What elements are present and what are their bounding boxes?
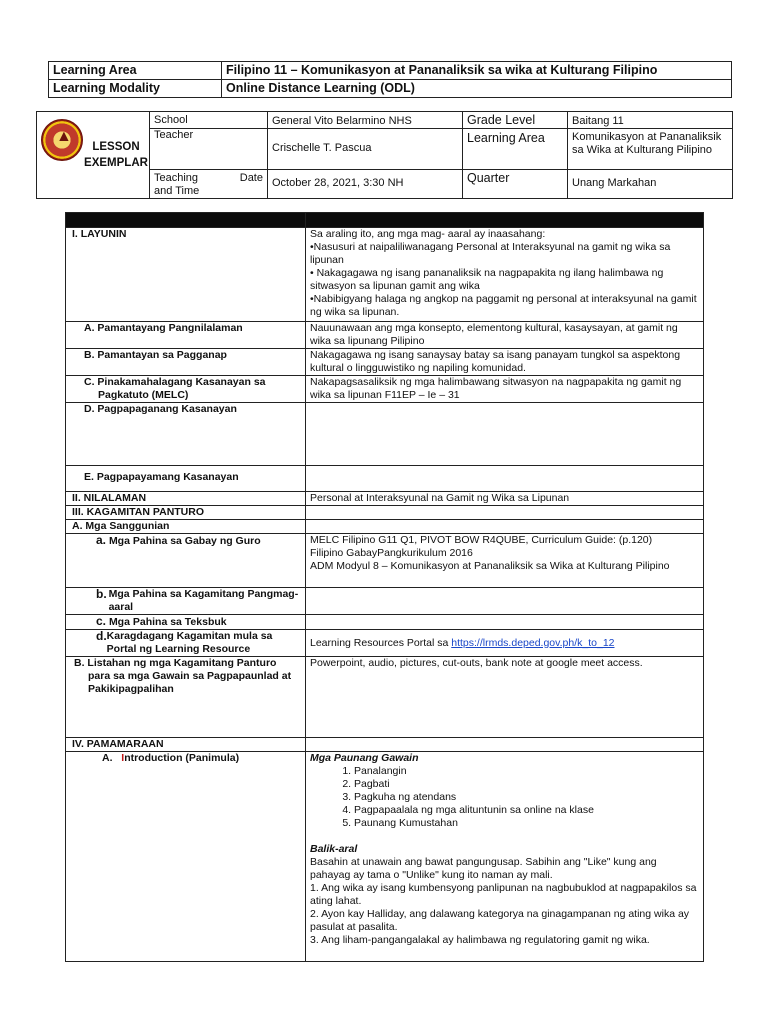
balik-aral-item: 3. Ang liham-pangangalakal ay halimbawa ng regulatoring gamit ng wika. xyxy=(310,934,650,946)
grade-level-value: Baitang 11 xyxy=(568,112,733,129)
pamantayang-pangnilalaman-label: A. Pamantayang Pangnilalaman xyxy=(66,322,306,349)
balik-aral-title: Balik-aral xyxy=(310,843,358,855)
balik-aral-item: 2. Ayon kay Halliday, ang dalawang kategorya na ginagampanan ng ating wika ay pasulat at pasalita. xyxy=(310,908,690,933)
area-value: Komunikasyon at Pananaliksik sa Wika at Kulturang Pilipino xyxy=(568,129,733,169)
melc-label: C. Pinakamahalagang Kasanayan sa Pagkatuto (MELC) xyxy=(66,376,306,403)
pagpapayamang-kasanayan-value xyxy=(306,466,704,492)
list-item: 1. Panalangin xyxy=(354,765,699,778)
gabay-guro-label: a. Mga Pahina sa Gabay ng Guro xyxy=(66,534,306,588)
introduction-label: A. Introduction (Panimula) xyxy=(66,752,306,962)
learning-area-label: Learning Area xyxy=(49,62,222,80)
pagpapayamang-kasanayan-label: E. Pagpapayamang Kasanayan xyxy=(66,466,306,492)
quarter-label: Quarter xyxy=(463,169,568,198)
pamamaraan-label: IV. PAMAMARAAN xyxy=(66,738,306,752)
table-row xyxy=(66,630,704,657)
nilalaman-value: Personal at Interaksyunal na Gamit ng Wika sa Lipunan xyxy=(306,492,704,506)
table-header-row xyxy=(66,213,704,228)
table-row xyxy=(66,322,704,349)
teaching-time-label: Teaching Date and Time xyxy=(150,169,268,198)
pagpapaganang-kasanayan-value xyxy=(306,403,704,466)
teacher-value: Crischelle T. Pascua xyxy=(268,129,463,169)
table-row xyxy=(66,657,704,738)
table-row xyxy=(66,506,704,520)
table-row xyxy=(66,615,704,630)
paunang-gawain-title: Mga Paunang Gawain xyxy=(310,752,419,764)
table-row xyxy=(66,376,704,403)
learning-info-table xyxy=(48,61,732,98)
list-item: 3. Pagkuha ng atendans xyxy=(354,791,699,804)
pamantayang-pangnilalaman-value: Nauunawaan ang mga konsepto, elementong kultural, kasaysayan, at gamit ng wika sa lipunang Pilipino xyxy=(306,322,704,349)
area-label: Learning Area xyxy=(463,129,568,169)
logo-cell xyxy=(37,112,150,199)
book-icon: ▲ xyxy=(56,128,72,145)
quarter-value: Unang Markahan xyxy=(568,169,733,198)
portal-label: d. Karagdagang Kagamitan mula sa Portal ng Learning Resource xyxy=(66,630,306,657)
table-row xyxy=(66,520,704,534)
balik-aral-intro: Basahin at unawain ang bawat pangungusap. Sabihin ang "Like" kung ang pahayag ay tama o "Unlike" kung ito naman ay mali. xyxy=(310,856,657,881)
layunin-label: I. LAYUNIN xyxy=(66,228,306,322)
nilalaman-label: II. NILALAMAN xyxy=(66,492,306,506)
gabay-guro-value: MELC Filipino G11 Q1, PIVOT BOW R4QUBE, Curriculum Guide: (p.120) Filipino GabayPangkurikulum 2016 ADM Modyul 8 – Komunikasyon at Pananaliksik sa Wika at Kulturang Pilipino xyxy=(306,534,704,588)
table-row xyxy=(66,228,704,322)
list-item: 4. Pagpapaalala ng mga alituntunin sa online na klase xyxy=(354,804,699,817)
layunin-content: Sa araling ito, ang mga mag- aaral ay inaasahang: •Nasusuri at naipaliliwanagang Personal at Interaksyunal na gamit ng wika sa lipunan • Nakagagawa ng isang pananaliksik na nagpapakita ng ilang halimbawa ng sitwasyon sa lipunan gamit ang wika •Nabibigyang halaga ng angkop na paggamit ng personal at interaksyunal na gamit ng wika sa lipunan. xyxy=(306,228,704,322)
table-row xyxy=(66,752,704,962)
teacher-label: Teacher xyxy=(150,129,268,169)
table-row xyxy=(66,492,704,506)
lesson-exemplar-title: LESSON EXEMPLAR xyxy=(84,141,148,169)
learning-area-value: Filipino 11 – Komunikasyon at Pananaliksik sa wika at Kulturang Filipino xyxy=(222,62,732,80)
school-seal-logo xyxy=(41,119,83,161)
listahan-label: B. Listahan ng mga Kagamitang Panturo para sa mga Gawain sa Pagpapaunlad at Pakikipagpalihan xyxy=(66,657,306,738)
teaching-time-value: October 28, 2021, 3:30 NH xyxy=(268,169,463,198)
pagpapaganang-kasanayan-label: D. Pagpapaganang Kasanayan xyxy=(66,403,306,466)
table-row xyxy=(66,534,704,588)
sanggunian-label: A. Mga Sanggunian xyxy=(66,520,306,534)
balik-aral-item: 1. Ang wika ay isang kumbensyong panlipunan na nagbubuklod at nagpapakilos sa ating lahat. xyxy=(310,882,697,907)
portal-value: Learning Resources Portal sa https://lrmds.deped.gov.ph/k_to_12 xyxy=(306,630,704,657)
lesson-exemplar-header xyxy=(36,111,733,199)
pamantayan-pagganap-label: B. Pamantayan sa Pagganap xyxy=(66,349,306,376)
list-item: 2. Pagbati xyxy=(354,778,699,791)
teksbuk-label: c. Mga Pahina sa Teksbuk xyxy=(66,615,306,630)
introduction-content xyxy=(306,752,704,962)
melc-value: Nakapagsasaliksik ng mga halimbawang sitwasyon na nagpapakita ng gamit ng wika sa lipunan F11EP – Ie – 31 xyxy=(306,376,704,403)
kagamitang-pangmag-aaral-label: b. Mga Pahina sa Kagamitang Pangmag-aaral xyxy=(66,588,306,615)
school-value: General Vito Belarmino NHS xyxy=(268,112,463,129)
lrmds-link[interactable]: https://lrmds.deped.gov.ph/k_to_12 xyxy=(451,636,615,649)
paunang-gawain-list xyxy=(310,765,699,830)
table-row xyxy=(66,466,704,492)
kagamitan-panturo-label: III. KAGAMITAN PANTURO xyxy=(66,506,306,520)
learning-modality-value: Online Distance Learning (ODL) xyxy=(222,80,732,98)
table-row xyxy=(66,349,704,376)
grade-level-label: Grade Level xyxy=(463,112,568,129)
pamantayan-pagganap-value: Nakagagawa ng isang sanaysay batay sa isang panayam tungkol sa aspektong kultural o lingguwistiko ng napiling komunidad. xyxy=(306,349,704,376)
list-item: 5. Paunang Kumustahan xyxy=(354,817,699,830)
school-label: School xyxy=(150,112,268,129)
learning-modality-label: Learning Modality xyxy=(49,80,222,98)
table-row xyxy=(66,588,704,615)
listahan-value: Powerpoint, audio, pictures, cut-outs, bank note at google meet access. xyxy=(306,657,704,738)
table-row xyxy=(66,738,704,752)
table-row xyxy=(66,403,704,466)
lesson-plan-table xyxy=(65,212,704,962)
